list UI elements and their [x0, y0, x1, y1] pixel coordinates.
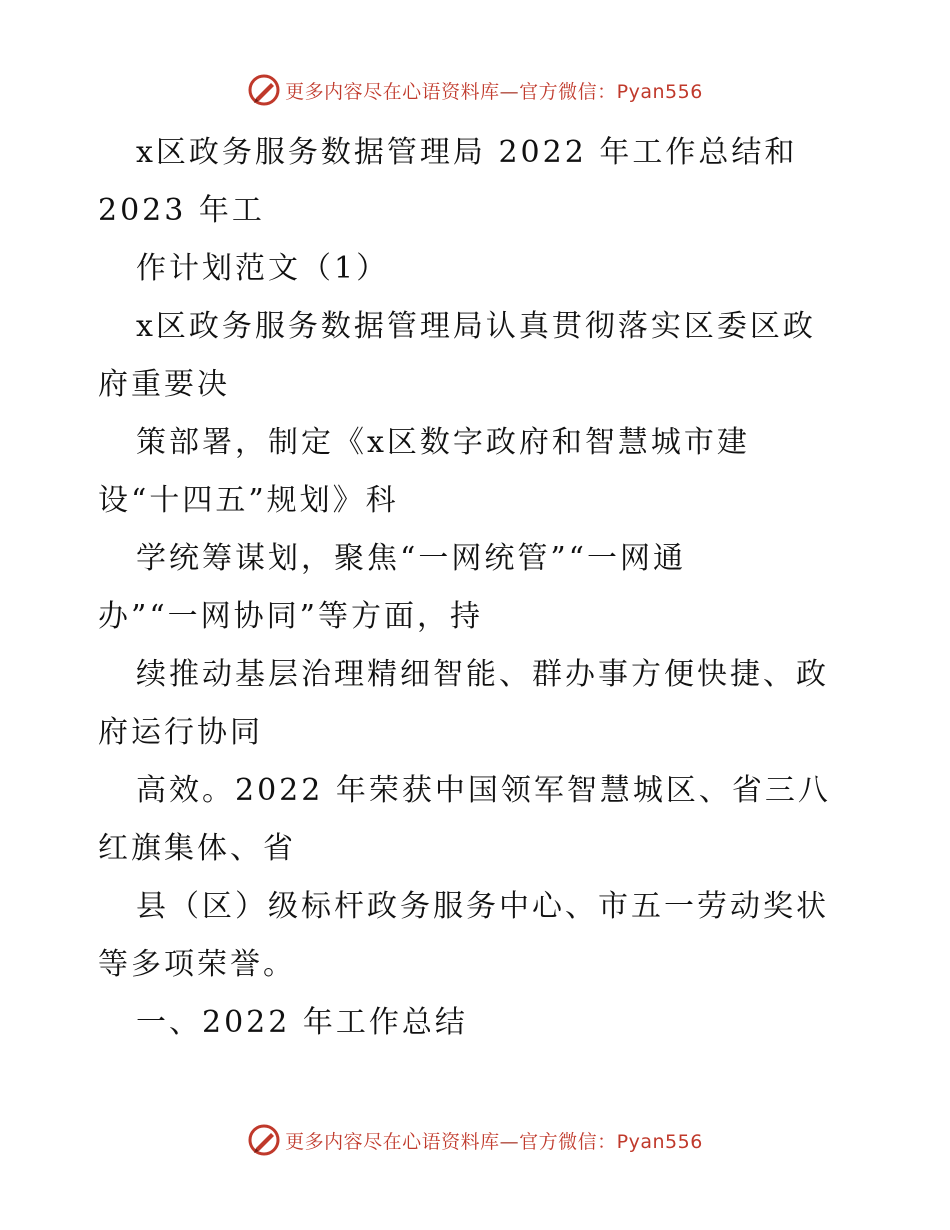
- pen-logo-icon: [247, 73, 281, 107]
- doc-line: 作计划范文（1）: [136, 251, 390, 286]
- doc-line: 府运行协同: [98, 715, 263, 750]
- watermark-main: 更多内容尽在心语资料库: [285, 1130, 500, 1153]
- doc-line: 红旗集体、省: [98, 831, 296, 866]
- doc-line: 县（区）级标杆政务服务中心、市五一劳动奖状: [136, 889, 829, 924]
- doc-line: x区政务服务数据管理局 2022 年工作总结和: [136, 135, 798, 170]
- watermark-separator: —: [499, 1130, 520, 1153]
- doc-line: 学统筹谋划，聚焦“一网统管”“一网通: [136, 541, 687, 576]
- watermark-text: [285, 1127, 703, 1154]
- doc-line: 2023 年工: [98, 193, 265, 228]
- doc-line: 等多项荣誉。: [98, 947, 296, 982]
- watermark-suffix: 官方微信：Pyan556: [519, 1130, 703, 1153]
- doc-line: 府重要决: [98, 367, 230, 402]
- watermark-header: [0, 70, 950, 110]
- document-body: [98, 124, 858, 1052]
- doc-section-heading: 一、2022 年工作总结: [136, 1005, 468, 1040]
- watermark-suffix: 官方微信：Pyan556: [519, 80, 703, 103]
- doc-line: 高效。2022 年荣获中国领军智慧城区、省三八: [136, 773, 831, 808]
- pen-logo-icon: [247, 1123, 281, 1157]
- watermark-separator: —: [499, 80, 520, 103]
- doc-line: 续推动基层治理精细智能、群办事方便快捷、政: [136, 657, 829, 692]
- doc-line: 设“十四五”规划》科: [98, 483, 399, 518]
- watermark-main: 更多内容尽在心语资料库: [285, 80, 500, 103]
- doc-line: x区政务服务数据管理局认真贯彻落实区委区政: [136, 309, 816, 344]
- watermark-footer: [0, 1120, 950, 1160]
- doc-line: 办”“一网协同”等方面，持: [98, 599, 484, 634]
- doc-line: 策部署，制定《x区数字政府和智慧城市建: [136, 425, 750, 460]
- watermark-text: [285, 77, 703, 104]
